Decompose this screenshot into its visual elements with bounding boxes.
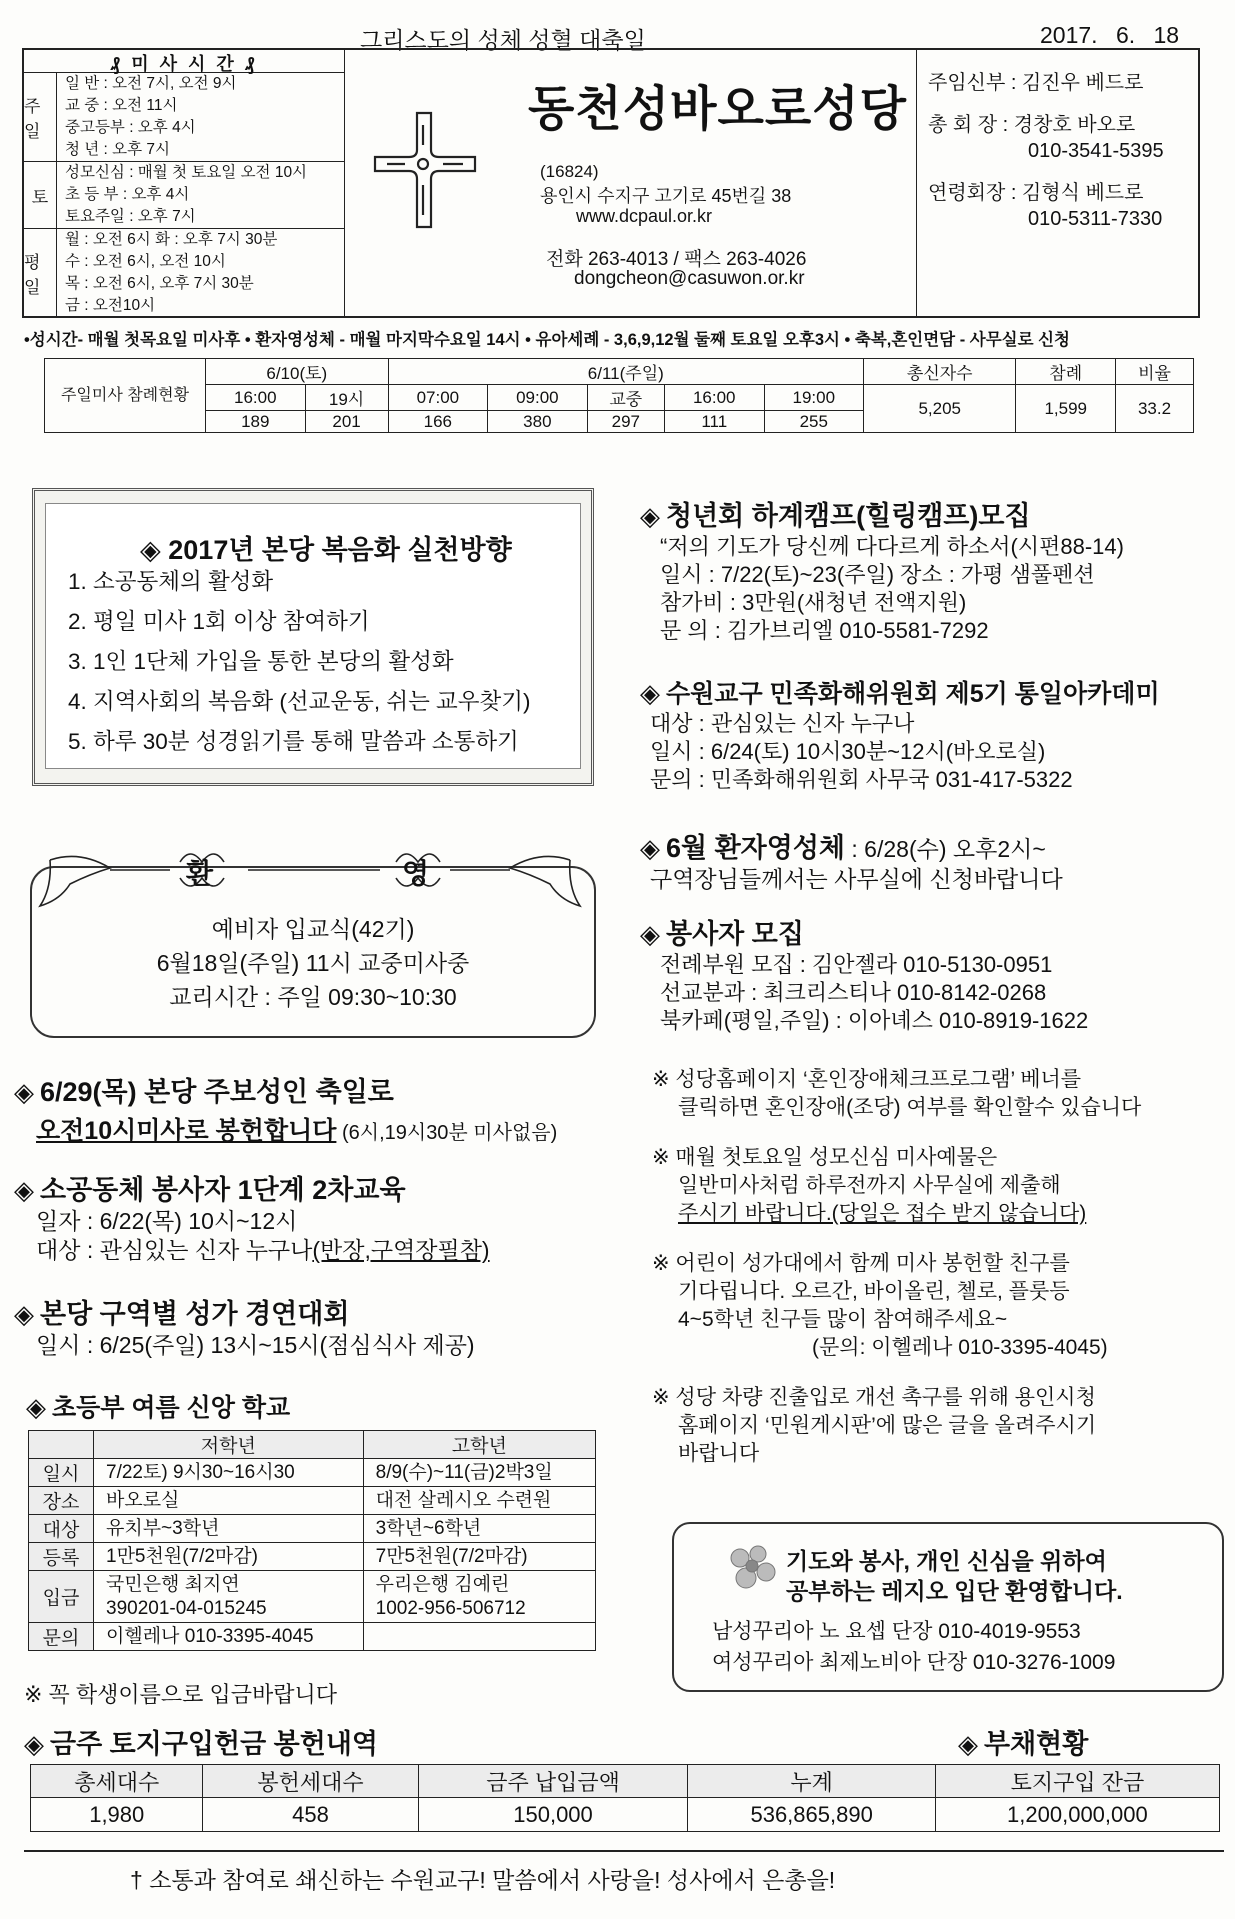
staff-role: 연령회장 :: [928, 182, 1022, 204]
evangelization-item: 1. 소공동체의 활성화: [68, 569, 274, 594]
parish-postcode: (16824): [540, 162, 599, 181]
staff-name: 김형식 베드로: [1021, 182, 1144, 204]
school-row-label: 장소: [29, 1487, 94, 1515]
notice-line: 4~5학년 친구들 많이 참여해주세요~: [678, 1308, 1008, 1331]
attendance-count: 255: [764, 411, 864, 433]
school-cell: 바오로실: [94, 1487, 364, 1515]
attendance-total: 1,599: [1016, 385, 1116, 433]
reconciliation-line: 일시 : 6/24(토) 10시30분~12시(바오로실): [650, 739, 1046, 764]
staff-line: [928, 112, 1198, 138]
choir-contest-section: [14, 1292, 475, 1360]
notice-line: ※ 어린이 성가대에서 함께 미사 봉헌할 친구를: [652, 1252, 1070, 1275]
staff-role: 주임신부 :: [928, 72, 1022, 94]
cell-training-date: 일자 : 6/22(목) 10시~12시: [36, 1208, 298, 1234]
staff-entry: [928, 112, 1198, 164]
school-header: 고학년: [363, 1431, 595, 1459]
school-cell: 우리은행 김예린 1002-956-506712: [363, 1571, 595, 1623]
evangelization-item: 4. 지역사회의 복음화 (선교운동, 쉬는 교우찾기): [68, 689, 531, 714]
schedule-day: 평일: [24, 229, 57, 317]
diamond-icon: ◈: [24, 1729, 44, 1759]
summer-school-table: [28, 1430, 596, 1651]
feast-day-note: (6시,19시30분 미사없음): [336, 1122, 558, 1144]
school-row-label: 문의: [29, 1623, 94, 1651]
staff-name: 경창호 바오로: [1013, 114, 1136, 136]
ribbon-ornament-icon: [20, 840, 600, 920]
attendance-total-header: 총신자수: [864, 359, 1016, 385]
diamond-icon: ◈: [14, 1175, 34, 1205]
schedule-lines: [57, 73, 236, 161]
attendance-time: 16:00: [206, 385, 306, 411]
evangelization-item: 5. 하루 30분 성경읽기를 통해 말씀과 소통하기: [68, 729, 519, 754]
staff-list: [928, 70, 1198, 248]
notice-line: 클릭하면 혼인장애(조당) 여부를 확인할수 있습니다: [678, 1096, 1142, 1119]
fund-header: 토지구입 잔금: [935, 1765, 1219, 1798]
schedule-line: 목 : 오전 6시, 오후 7시 30분: [65, 275, 254, 292]
schedule-group: [24, 229, 344, 317]
legio-contacts: [712, 1616, 1115, 1678]
parish-website-link[interactable]: www.dcpaul.or.kr: [576, 206, 713, 226]
attendance-time: 16:00: [664, 385, 764, 411]
school-cell: 3학년~6학년: [363, 1515, 595, 1543]
attendance-date-saturday: 6/10(토): [206, 359, 389, 385]
attendance-present-header: 참례: [1016, 359, 1116, 385]
fund-value: 458: [203, 1798, 418, 1832]
school-cell: 8/9(수)~11(금)2박3일: [363, 1459, 595, 1487]
school-cell: 1만5천원(7/2마감): [94, 1543, 364, 1571]
volunteer-line: 북카페(평일,주일) : 이아녜스 010-8919-1622: [660, 1008, 1089, 1033]
fund-value: 536,865,890: [688, 1798, 935, 1832]
welcome-banner: [20, 840, 600, 920]
legio-contact: 여성꾸리아 최제노비아 단장 010-3276-1009: [712, 1651, 1116, 1674]
notice-line: ※ 매월 첫토요일 성모신심 미사예물은: [652, 1146, 998, 1169]
fund-header: 봉헌세대수: [203, 1765, 418, 1798]
diamond-icon: ◈: [958, 1729, 978, 1759]
footer-rule: [24, 1850, 1224, 1852]
attendance-ratio-header: 비율: [1115, 359, 1193, 385]
sick-communion-date: : 6/28(수) 오후2시~: [845, 836, 1046, 862]
notice-bar: •성시간- 매월 첫목요일 미사후 • 환자영성체 - 매월 마지막수요일 14시 • 유아세례 - 3,6,9,12월 둘째 토요일 오후3시 • 축복,혼인면담 - 사무실로 신청: [24, 331, 1070, 349]
mass-schedule-title: ₰ 미 사 시 간 ₰: [24, 50, 344, 73]
parish-name: 동천성바오로성당: [528, 83, 907, 136]
attendance-time: 교중: [587, 385, 664, 411]
staff-phone: 010-3541-5395: [1028, 140, 1164, 162]
land-fund-table: [30, 1764, 1220, 1832]
staff-divider: [916, 50, 917, 318]
schedule-group: [24, 73, 344, 162]
debt-title-row: [958, 1722, 1088, 1761]
land-fund-title: 금주 토지구입헌금 봉헌내역: [50, 1729, 378, 1759]
youth-camp-title: 청년회 하계캠프(힐링캠프)모집: [666, 501, 1031, 531]
school-row-label: 입금: [29, 1571, 94, 1623]
diamond-icon: ◈: [640, 833, 660, 863]
fund-value: 150,000: [418, 1798, 688, 1832]
school-row-label: 일시: [29, 1459, 94, 1487]
issue-date: 2017. 6. 18: [1040, 22, 1180, 48]
evangelization-list: [68, 562, 531, 762]
school-cell: [363, 1623, 595, 1651]
debt-title: 부채현황: [984, 1729, 1089, 1759]
feast-day-title: 6/29(목) 본당 주보성인 축일로: [40, 1077, 394, 1107]
school-header: 저학년: [94, 1431, 364, 1459]
parish-address: 용인시 수지구 고기로 45번길 38: [540, 186, 792, 206]
fund-header: 누계: [688, 1765, 935, 1798]
fund-value: 1,980: [31, 1798, 203, 1832]
notice-block: [652, 1066, 1222, 1122]
summer-school-note: ※ 꼭 학생이름으로 입금바랍니다: [24, 1682, 338, 1707]
cell-training-section: [14, 1168, 490, 1265]
welcome-lines: [30, 912, 596, 1014]
notice-line: 주시기 바랍니다.(당일은 접수 받지 않습니다): [678, 1202, 1087, 1225]
reconciliation-line: 문의 : 민족화해위원회 사무국 031-417-5322: [650, 767, 1073, 792]
fund-header: 총세대수: [31, 1765, 203, 1798]
schedule-line: 금 : 오전10시: [65, 297, 156, 314]
legio-line: 기도와 봉사, 개인 신심을 위하여: [786, 1548, 1107, 1574]
volunteers-title: 봉사자 모집: [666, 919, 804, 949]
notices: [652, 1066, 1222, 1468]
staff-line: [928, 180, 1198, 206]
sick-communion-section: [640, 826, 1063, 894]
attendance-count: 166: [388, 411, 488, 433]
school-row-label: 등록: [29, 1543, 94, 1571]
staff-role: 총 회 장 :: [928, 114, 1014, 136]
diamond-icon: ◈: [640, 501, 660, 531]
legio-contact: 남성꾸리아 노 요셉 단장 010-4019-9553: [712, 1620, 1081, 1643]
reconciliation-title: 수원교구 민족화해위원회 제5기 통일아카데미: [666, 680, 1160, 708]
cell-training-note: (반장,구역장필참): [312, 1237, 490, 1263]
schedule-line: 성모신심 : 매월 첫 토요일 오전 10시: [65, 164, 308, 181]
school-row-label: 대상: [29, 1515, 94, 1543]
notice-line: 바랍니다: [678, 1442, 760, 1465]
schedule-line: 일 반 : 오전 7시, 오전 9시: [65, 75, 237, 92]
attendance-total: 5,205: [864, 385, 1016, 433]
schedule-line: 중고등부 : 오후 4시: [65, 119, 196, 136]
volunteer-line: 전례부원 모집 : 김안젤라 010-5130-0951: [660, 952, 1053, 977]
sick-communion-title: 6월 환자영성체: [666, 833, 846, 863]
school-cell: 7만5천원(7/2마감): [363, 1543, 595, 1571]
fund-header: 금주 납입금액: [418, 1765, 688, 1798]
flower-icon: [722, 1540, 782, 1596]
feast-title: 그리스도의 성체 성혈 대축일: [360, 27, 646, 53]
choir-contest-date: 일시 : 6/25(주일) 13시~15시(점심식사 제공): [36, 1332, 475, 1358]
attendance-count: 380: [488, 411, 588, 433]
notice-line: 홈페이지 ‘민원게시판’에 많은 글을 올려주시기: [678, 1414, 1097, 1437]
volunteer-line: 선교분과 : 최크리스티나 010-8142-0268: [660, 980, 1047, 1005]
attendance-row-label: 주일미사 참례현황: [45, 359, 206, 433]
reconciliation-section: [640, 674, 1160, 794]
attendance-time: 19:00: [764, 385, 864, 411]
youth-camp-line: 일시 : 7/22(토)~23(주일) 장소 : 가평 샘풀펜션: [660, 562, 1095, 587]
attendance-count: 111: [664, 411, 764, 433]
staff-phone: 010-5311-7330: [1028, 208, 1163, 230]
notice-block: [652, 1384, 1222, 1468]
diamond-icon: ◈: [26, 1392, 46, 1422]
attendance-time: 19시: [305, 385, 388, 411]
attendance-date-sunday: 6/11(주일): [388, 359, 863, 385]
schedule-lines: [57, 162, 307, 228]
notice-line: (문의: 이헬레나 010-3395-4045): [812, 1336, 1108, 1359]
schedule-line: 토요주일 : 오후 7시: [65, 208, 196, 225]
evangelization-item: 2. 평일 미사 1회 이상 참여하기: [68, 609, 370, 634]
school-cell: 이헬레나 010-3395-4045: [94, 1623, 364, 1651]
staff-name: 김진우 베드로: [1021, 72, 1144, 94]
attendance-table: [44, 358, 1194, 433]
legio-line: 공부하는 레지오 입단 환영합니다.: [786, 1578, 1123, 1604]
welcome-line: 교리시간 : 주일 09:30~10:30: [169, 984, 457, 1010]
volunteers-section: [640, 912, 1088, 1035]
welcome-char-2: 영: [402, 858, 430, 889]
feast-day-section: [14, 1070, 557, 1147]
cell-training-target: 대상 : 관심있는 신자 누구나: [36, 1237, 313, 1263]
diamond-icon: ◈: [14, 1299, 34, 1329]
feast-day-mass: 오전10시미사로 봉헌합니다: [36, 1117, 337, 1145]
school-header: [29, 1431, 94, 1459]
staff-line: [928, 70, 1198, 96]
attendance-time: 09:00: [488, 385, 588, 411]
legio-text: [786, 1546, 1123, 1606]
schedule-group: [24, 162, 344, 229]
schedule-day: 토: [24, 162, 57, 228]
diamond-icon: ◈: [14, 1077, 34, 1107]
school-cell: 대전 살레시오 수련원: [363, 1487, 595, 1515]
welcome-char-1: 환: [186, 858, 214, 889]
schedule-lines: [57, 229, 277, 317]
welcome-line: 6월18일(주일) 11시 교중미사중: [156, 950, 470, 976]
fund-value: 1,200,000,000: [935, 1798, 1219, 1832]
attendance-total: 33.2: [1115, 385, 1193, 433]
staff-entry: [928, 180, 1198, 232]
youth-camp-line: “저의 기도가 당신께 다다르게 하소서(시편88-14): [660, 534, 1124, 559]
staff-entry: [928, 70, 1198, 96]
notice-line: ※ 성당홈페이지 ‘혼인장애체크프로그램’ 베너를: [652, 1068, 1082, 1091]
schedule-line: 월 : 오전 6시 화 : 오후 7시 30분: [65, 231, 278, 248]
choir-contest-title: 본당 구역별 성가 경연대회: [40, 1299, 350, 1329]
evangelization-item: 3. 1인 1단체 가입을 통한 본당의 활성화: [68, 649, 454, 674]
parish-email-link[interactable]: dongcheon@casuwon.or.kr: [574, 268, 805, 289]
schedule-day: 주일: [24, 73, 57, 161]
parish-phone: 전화 263-4013 / 팩스 263-4026: [546, 249, 807, 270]
school-cell: 유치부~3학년: [94, 1515, 364, 1543]
school-cell: 국민은행 최지연 390201-04-015245: [94, 1571, 364, 1623]
welcome-line: 예비자 입교식(42기): [211, 916, 415, 942]
notice-block: [652, 1250, 1222, 1362]
schedule-divider: [344, 50, 345, 318]
youth-camp-line: 참가비 : 3만원(새청년 전액지원): [660, 590, 967, 615]
attendance-count: 297: [587, 411, 664, 433]
schedule-line: 교 중 : 오전 11시: [65, 97, 178, 114]
summer-school-title-row: [26, 1388, 290, 1424]
diamond-icon: ◈: [640, 678, 660, 708]
summer-school-title: 초등부 여름 신앙 학교: [52, 1394, 291, 1422]
diamond-icon: ◈: [640, 919, 660, 949]
schedule-line: 초 등 부 : 오후 4시: [65, 186, 190, 203]
land-fund-title-row: [24, 1722, 378, 1761]
school-cell: 7/22토) 9시30~16시30: [94, 1459, 364, 1487]
notice-line: 기다립니다. 오르간, 바이올린, 첼로, 플룻등: [678, 1280, 1070, 1303]
notice-line: 일반미사처럼 하루전까지 사무실에 제출해: [678, 1174, 1061, 1197]
youth-camp-line: 문 의 : 김가브리엘 010-5581-7292: [660, 618, 989, 643]
footer-slogan: † 소통과 참여로 쇄신하는 수원교구! 말씀에서 사랑을! 성사에서 은총을!: [130, 1867, 836, 1893]
mass-schedule: [24, 50, 344, 317]
schedule-line: 청 년 : 오후 7시: [65, 141, 171, 158]
cell-training-title: 소공동체 봉사자 1단계 2차교육: [40, 1175, 406, 1205]
youth-camp-section: [640, 494, 1124, 645]
evangelization-title: ◈ 2017년 본당 복음화 실천방향: [140, 535, 512, 565]
reconciliation-line: 대상 : 관심있는 신자 누구나: [650, 711, 915, 736]
notice-line: ※ 성당 차량 진출입로 개선 촉구를 위해 용인시청: [652, 1386, 1096, 1409]
schedule-line: 수 : 오전 6시, 오전 10시: [65, 253, 226, 270]
attendance-count: 189: [206, 411, 306, 433]
cross-logo-icon: [365, 105, 485, 235]
attendance-count: 201: [305, 411, 388, 433]
sick-communion-note: 구역장님들께서는 사무실에 신청바랍니다: [650, 866, 1063, 892]
notice-block: [652, 1144, 1222, 1228]
attendance-time: 07:00: [388, 385, 488, 411]
